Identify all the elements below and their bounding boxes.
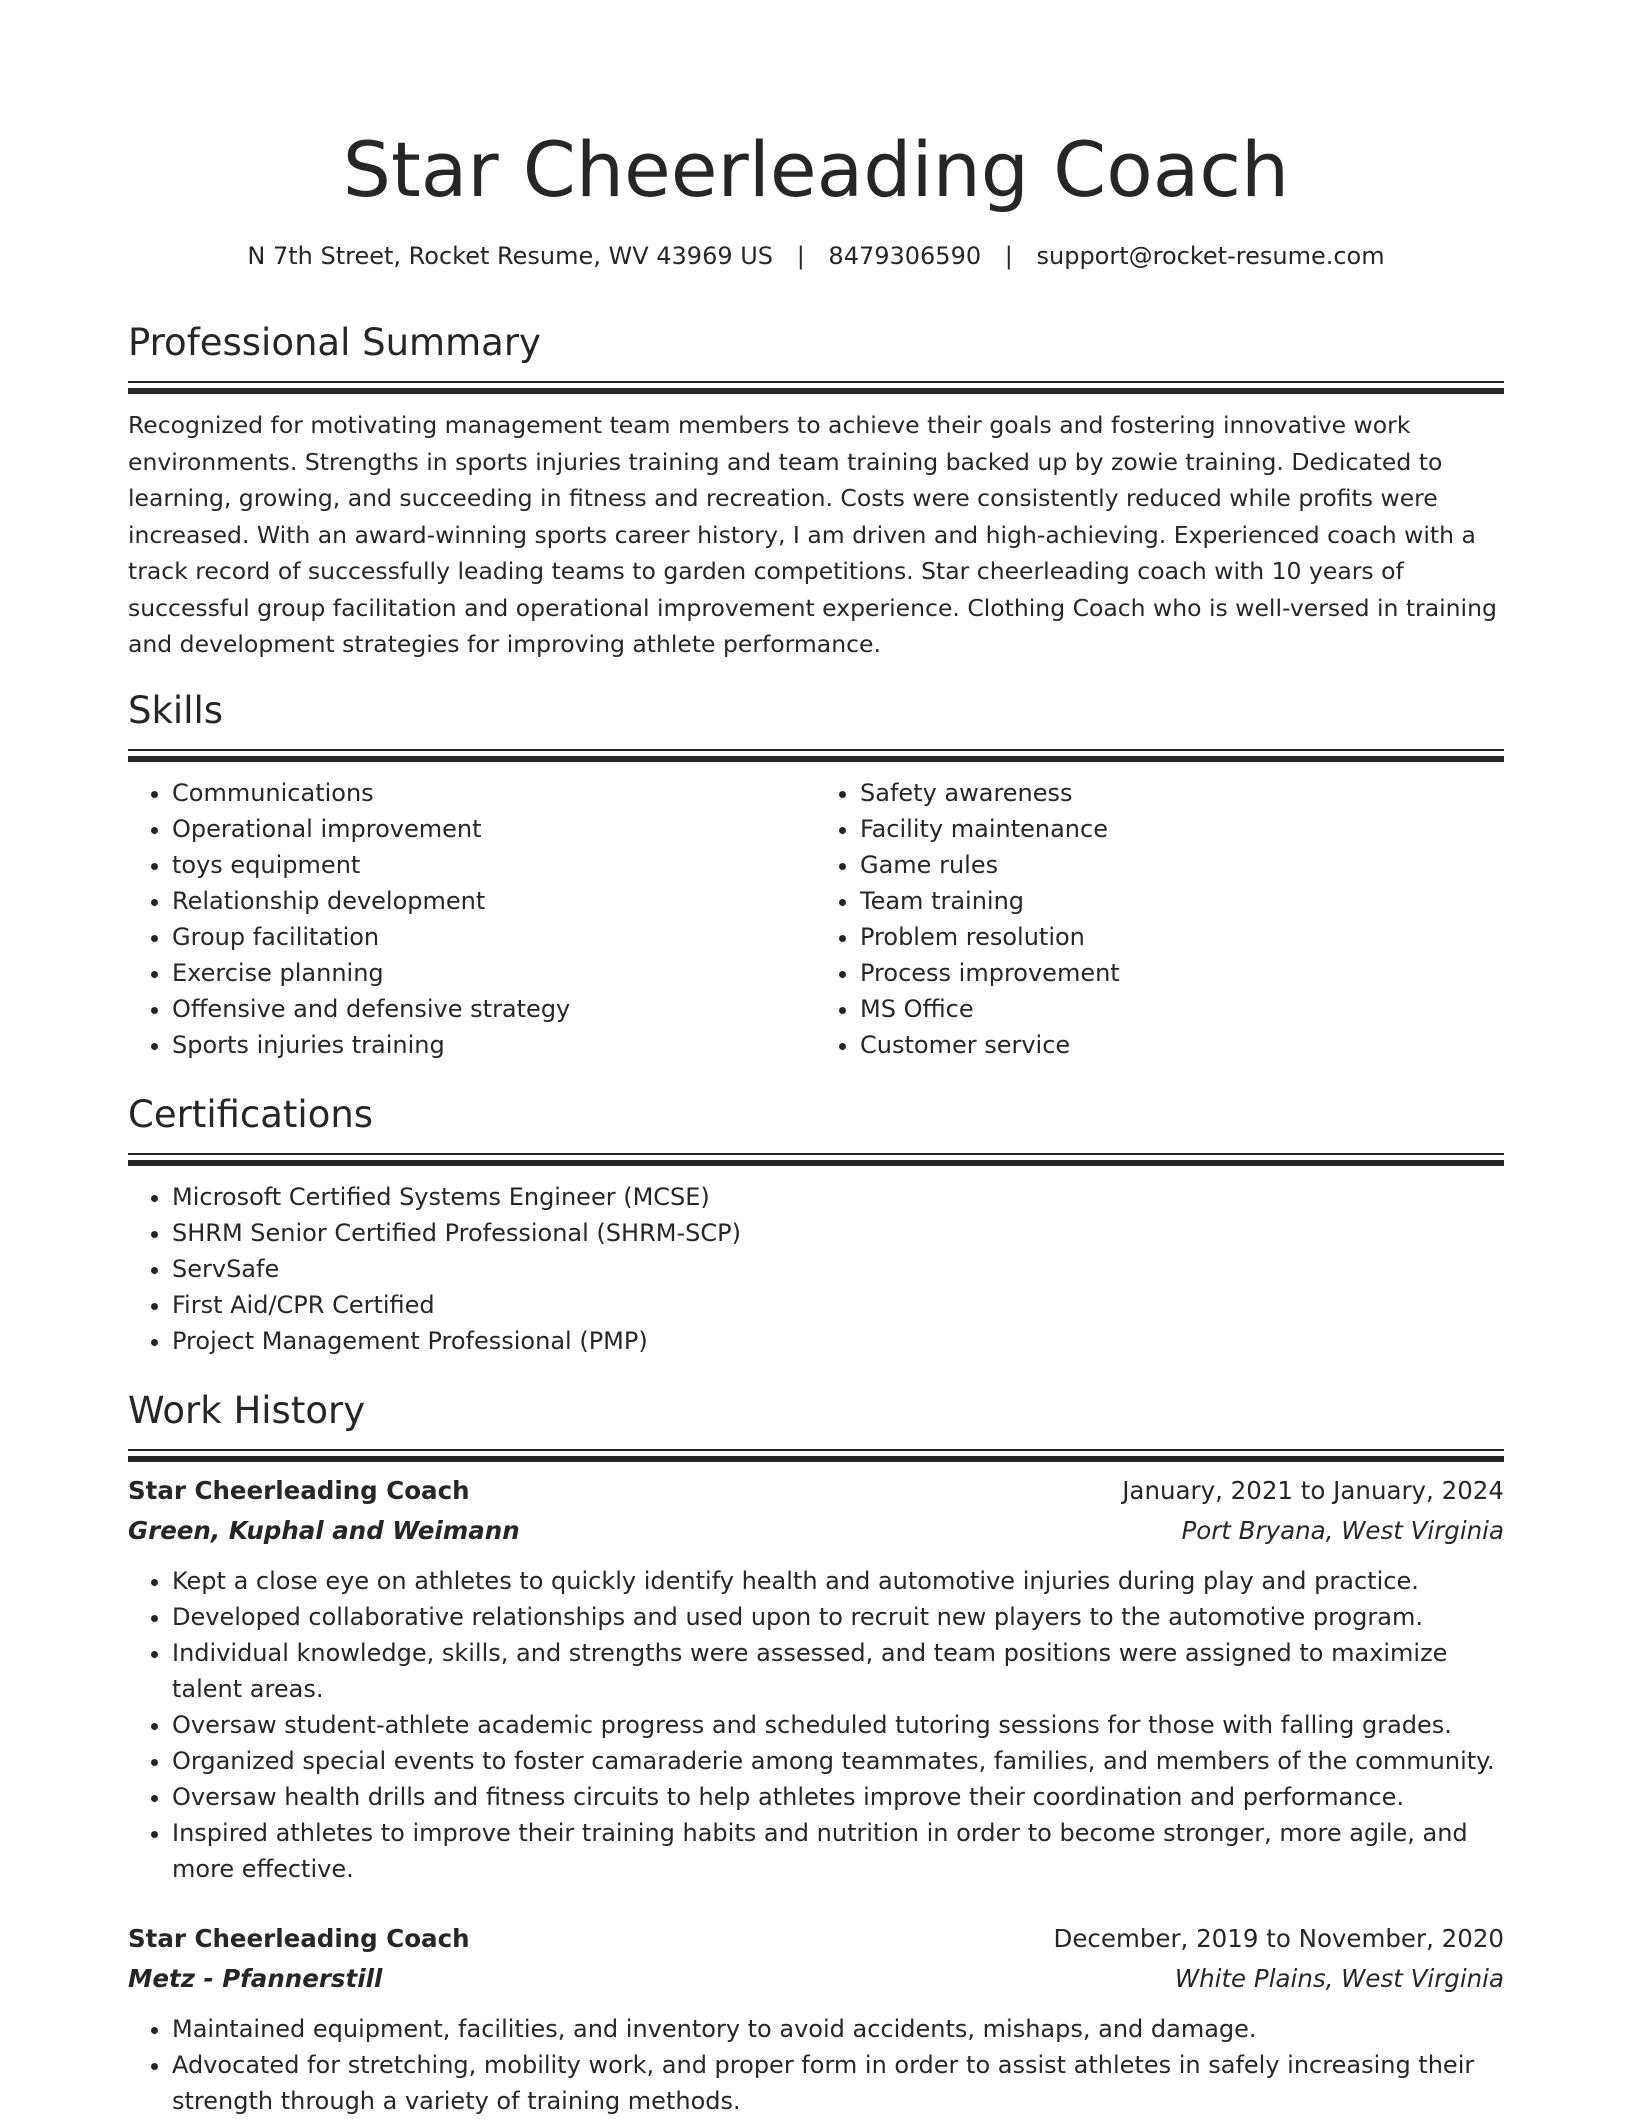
contact-line <box>128 238 1504 274</box>
list-item: • Project Management Professional (PMP) <box>172 1323 1504 1359</box>
summary-text: Recognized for motivating management team members to achieve their goals and fostering innovative work environments. Strengths in sports injuries training and team training backed up by zowie training. Dedicated to learning, growing, and succeeding in fitness and recreation. Costs were consistently reduced while profits were increased. With an award-winning sports career history, I am driven and high-achieving. Experienced coach with a track record of successfully leading teams to garden competitions. Star cheerleading coach with 10 years of successful group facilitation and operational improvement experience. Clothing Coach who is well-versed in training and development strategies for improving athlete performance. <box>128 411 1497 658</box>
job-bullets <box>128 1563 1504 1887</box>
list-item: • Sports injuries training <box>172 1027 816 1063</box>
job-subheader <box>128 1511 1504 1551</box>
job-header <box>128 1471 1504 1511</box>
job-bullets <box>128 2011 1504 2119</box>
job-entry <box>128 1471 1504 1887</box>
section-title: Skills <box>128 689 224 732</box>
list-item: • ServSafe <box>172 1251 1504 1287</box>
list-item: • First Aid/CPR Certified <box>172 1287 1504 1323</box>
job-dates: January, 2021 to January, 2024 <box>1122 1476 1504 1505</box>
job-header <box>128 1919 1504 1959</box>
contact-separator: | <box>1004 242 1013 270</box>
job-title: Star Cheerleading Coach <box>128 1924 470 1953</box>
job-dates: December, 2019 to November, 2020 <box>1053 1924 1504 1953</box>
contact-separator: | <box>796 242 805 270</box>
list-item: • Inspired athletes to improve their training habits and nutrition in order to become stronger, more agile, and more effective. <box>172 1815 1504 1887</box>
list-item: • toys equipment <box>172 847 816 883</box>
job-company: Green, Kuphal and Weimann <box>128 1516 520 1545</box>
list-item: • Developed collaborative relationships and used upon to recruit new players to the automotive program. <box>172 1599 1504 1635</box>
list-item: • Relationship development <box>172 883 816 919</box>
certifications-section <box>128 1090 1504 1359</box>
section-divider <box>128 381 1504 395</box>
list-item: • SHRM Senior Certified Professional (SHRM-SCP) <box>172 1215 1504 1251</box>
list-item: • Safety awareness <box>860 775 1504 811</box>
section-title: Work History <box>128 1389 366 1432</box>
section-title: Professional Summary <box>128 321 541 364</box>
job-company: Metz - Pfannerstill <box>128 1964 383 1993</box>
resume-name: Star Cheerleading Coach <box>342 125 1290 214</box>
contact-phone: 8479306590 <box>828 242 982 270</box>
section-divider <box>128 749 1504 763</box>
job-entry <box>128 1919 1504 2119</box>
work-history-section <box>128 1386 1504 2119</box>
list-item: • Problem resolution <box>860 919 1504 955</box>
list-item: • Individual knowledge, skills, and strengths were assessed, and team positions were assigned to maximize talent areas. <box>172 1635 1504 1707</box>
list-item: • Organized special events to foster camaraderie among teammates, families, and members of the community. <box>172 1743 1504 1779</box>
job-location: Port Bryana, West Virginia <box>1181 1516 1504 1545</box>
list-item: • Customer service <box>860 1027 1504 1063</box>
list-item: • MS Office <box>860 991 1504 1027</box>
list-item: • Advocated for stretching, mobility work, and proper form in order to assist athletes in safely increasing their strength through a variety of training methods. <box>172 2047 1504 2119</box>
summary-section <box>128 318 1504 663</box>
skills-columns <box>128 775 1504 1063</box>
section-title: Certifications <box>128 1093 374 1136</box>
list-item: • Group facilitation <box>172 919 816 955</box>
job-subheader <box>128 1959 1504 1999</box>
list-item: • Game rules <box>860 847 1504 883</box>
skills-list-left <box>128 775 816 1063</box>
skills-section <box>128 686 1504 1063</box>
list-item: • Operational improvement <box>172 811 816 847</box>
list-item: • Kept a close eye on athletes to quickly identify health and automotive injuries during play and practice. <box>172 1563 1504 1599</box>
list-item: • Oversaw student-athlete academic progress and scheduled tutoring sessions for those with falling grades. <box>172 1707 1504 1743</box>
list-item: • Communications <box>172 775 816 811</box>
skills-list-right <box>816 775 1504 1063</box>
list-item: • Oversaw health drills and fitness circuits to help athletes improve their coordination and performance. <box>172 1779 1504 1815</box>
list-item: • Microsoft Certified Systems Engineer (MCSE) <box>172 1179 1504 1215</box>
list-item: • Maintained equipment, facilities, and inventory to avoid accidents, mishaps, and damage. <box>172 2011 1504 2047</box>
list-item: • Process improvement <box>860 955 1504 991</box>
contact-email: support@rocket-resume.com <box>1036 242 1385 270</box>
job-location: White Plains, West Virginia <box>1174 1964 1504 1993</box>
section-divider <box>128 1449 1504 1463</box>
contact-address: N 7th Street, Rocket Resume, WV 43969 US <box>247 242 774 270</box>
certifications-list <box>128 1179 1504 1359</box>
job-title: Star Cheerleading Coach <box>128 1476 470 1505</box>
list-item: • Offensive and defensive strategy <box>172 991 816 1027</box>
list-item: • Team training <box>860 883 1504 919</box>
section-divider <box>128 1153 1504 1167</box>
list-item: • Facility maintenance <box>860 811 1504 847</box>
list-item: • Exercise planning <box>172 955 816 991</box>
